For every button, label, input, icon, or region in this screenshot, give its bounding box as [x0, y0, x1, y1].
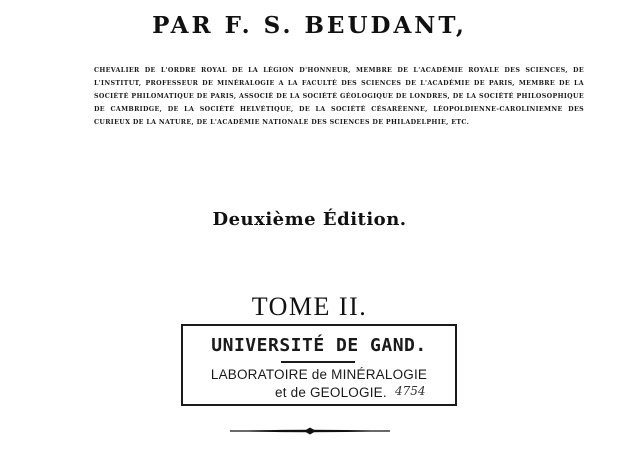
author-line: PAR F. S. BEUDANT, — [152, 12, 467, 39]
volume-number: TOME II. — [251, 292, 368, 321]
ornamental-rule-icon — [228, 425, 392, 437]
edition-line: Deuxième Édition. — [212, 209, 407, 230]
stamp-institution: UNIVERSITÉ DE GAND. — [211, 335, 427, 356]
stamp-accession-number: 4754 — [395, 384, 426, 398]
library-stamp — [181, 324, 457, 406]
stamp-laboratory-line1: LABORATOIRE de MINÉRALOGIE — [210, 367, 428, 382]
author-credentials: CHEVALIER DE L'ORDRE ROYAL DE LA LÉGION D'HONNEUR, MEMBRE DE L'ACADÉMIE ROYALE DES SCIENCES, DE L'INSTITUT, PROFESSEUR DE MINÉRALOGIE A LA FACULTÉ DES SCIENCES DE L'ACADÉMIE DE PARIS, MEMBRE DE LA SOCIÉTÉ PHILOMATIQUE DE PARIS, ASSOCIÉ DE LA SOCIÉTÉ GÉOLOGIQUE DE LONDRES, DE LA SOCIÉTÉ PHILOSOPHIQUE DE CAMBRIDGE, DE LA SOCIÉTÉ HELVÉTIQUE, DE LA SOCIÉTÉ CÉSARÉENNE, LÉOPOLDIENNE-CAROLINIEMNE DES CURIEUX DE LA NATURE, DE L'ACADÉMIE NATIONALE DES SCIENCES DE PHILADELPHIE, ETC. — [94, 67, 584, 126]
stamp-divider — [281, 361, 355, 363]
stamp-laboratory-line2: et de GEOLOGIE. — [275, 385, 387, 400]
